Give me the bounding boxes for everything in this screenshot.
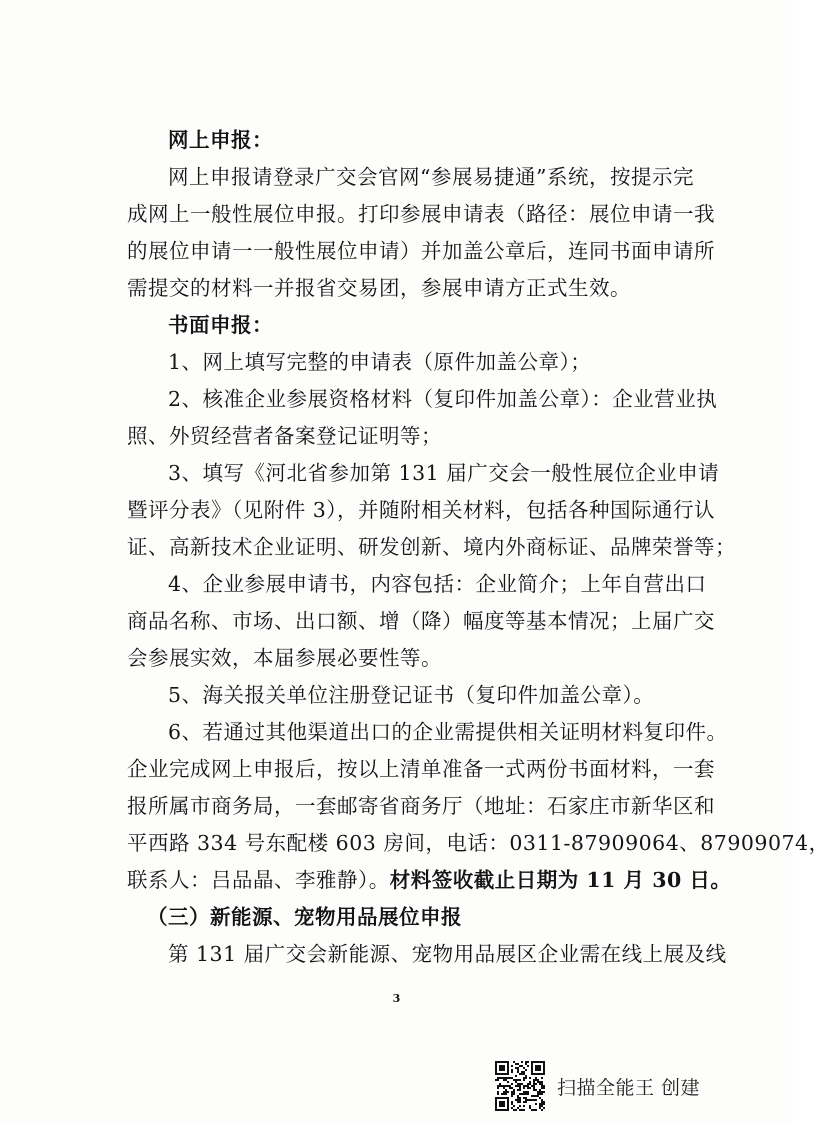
text-line <box>127 677 683 714</box>
text-line <box>127 381 718 418</box>
line-text: 照、外贸经营者备案登记证明等； <box>127 424 442 448</box>
text-line <box>127 862 732 899</box>
text-line <box>127 603 715 640</box>
line-text: 6、若通过其他渠道出口的企业需提供相关证明材料复印件。 <box>168 720 728 744</box>
line-text: （三）新能源、宠物用品展位申报 <box>147 905 462 929</box>
line-text: 平西路 334 号东配楼 603 房间，电话：0311-87909064、87909074， <box>127 831 830 855</box>
text-line <box>127 270 683 307</box>
text-line <box>127 936 727 973</box>
text-line <box>127 159 694 196</box>
line-text: 3、填写《河北省参加第 131 届广交会一般性展位企业申请 <box>168 461 720 485</box>
text-line <box>127 196 715 233</box>
line-text: 企业完成网上申报后，按以上清单准备一式两份书面材料，一套 <box>127 757 715 781</box>
text-line <box>127 122 683 159</box>
text-line <box>127 788 715 825</box>
line-text: 商品名称、市场、出口额、增（降）幅度等基本情况；上届广交 <box>127 609 715 633</box>
line-text: 网上申报请登录广交会官网“参展易捷通”系统，按提示完 <box>168 165 694 189</box>
line-text: 联系人：吕品晶、李雅静）。 <box>127 868 390 892</box>
text-line <box>127 899 683 936</box>
line-text: 需提交的材料一并报省交易团，参展申请方正式生效。 <box>127 276 631 300</box>
line-text: 5、海关报关单位注册登记证书（复印件加盖公章）。 <box>168 683 655 707</box>
text-line <box>127 307 683 344</box>
text-line <box>127 751 715 788</box>
line-text: 的展位申请一一般性展位申请）并加盖公章后，连同书面申请所 <box>127 239 715 263</box>
line-text: 成网上一般性展位申报。打印参展申请表（路径：展位申请一我 <box>127 202 715 226</box>
text-line <box>127 640 683 677</box>
line-text: 书面申报： <box>168 313 273 337</box>
watermark-text: 扫描全能王 创建 <box>557 1076 701 1099</box>
page-number: 3 <box>392 992 401 1005</box>
line-text: 会参展实效，本届参展必要性等。 <box>127 646 442 670</box>
text-line <box>127 418 683 455</box>
document-body <box>127 122 830 973</box>
qr-code-icon <box>495 1061 545 1111</box>
text-line <box>127 566 707 603</box>
line-text: 网上申报： <box>168 128 273 152</box>
scanner-watermark <box>495 1060 700 1112</box>
line-text: 第 131 届广交会新能源、宠物用品展区企业需在线上展及线 <box>168 942 727 966</box>
line-text: 报所属市商务局，一套邮寄省商务厅（地址：石家庄市新华区和 <box>127 794 715 818</box>
line-text: 暨评分表》（见附件 3），并随附相关材料，包括各种国际通行认 <box>127 498 716 522</box>
line-text: 2、核准企业参展资格材料（复印件加盖公章）：企业营业执 <box>168 387 718 411</box>
text-line <box>127 492 716 529</box>
text-line <box>127 825 830 862</box>
text-line <box>127 529 736 566</box>
deadline-text: 材料签收截止日期为 11 月 30 日。 <box>389 868 732 892</box>
line-text: 4、企业参展申请书，内容包括：企业简介；上年自营出口 <box>168 572 707 596</box>
line-text: 证、高新技术企业证明、研发创新、境内外商标证、品牌荣誉等； <box>127 535 736 559</box>
text-line <box>127 233 715 270</box>
line-text: 1、网上填写完整的申请表（原件加盖公章）； <box>168 350 592 374</box>
text-line <box>127 714 728 751</box>
text-line <box>127 344 683 381</box>
text-line <box>127 455 720 492</box>
